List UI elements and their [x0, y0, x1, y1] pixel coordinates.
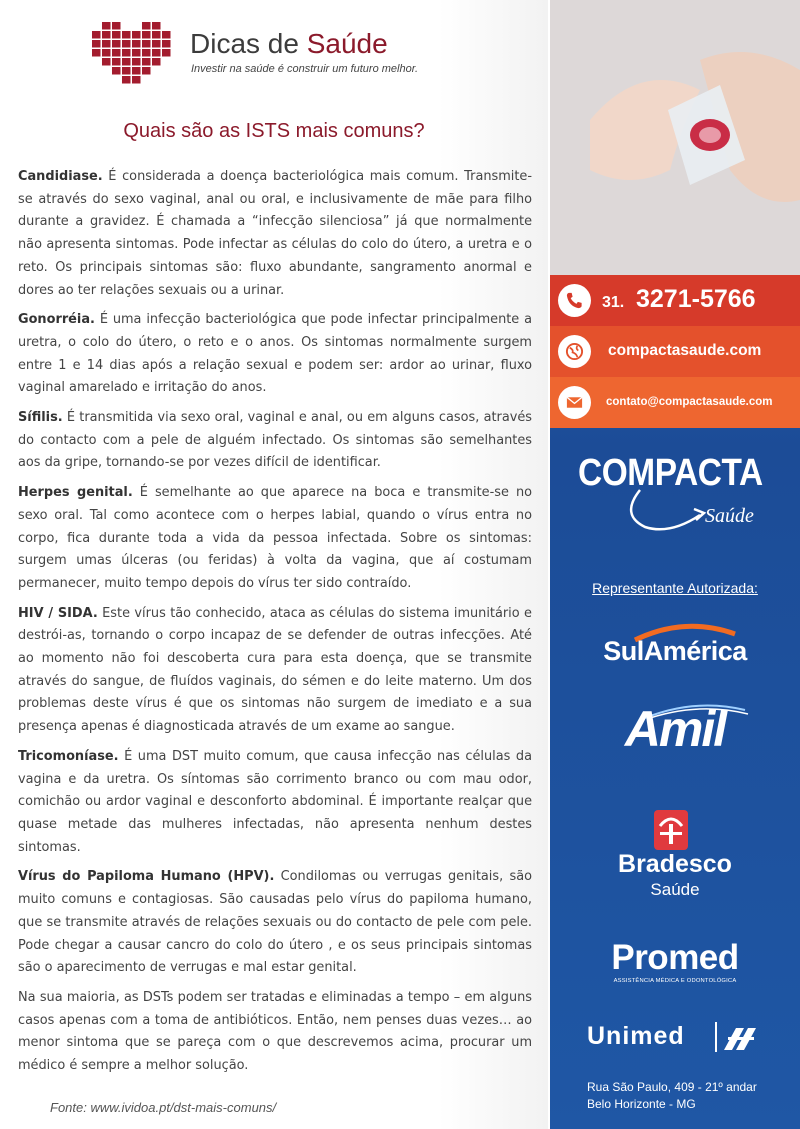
logo-pixel	[142, 31, 151, 39]
heart-pixel-logo	[92, 22, 172, 84]
logo-pixel	[152, 22, 161, 30]
amil-logo: Amil	[624, 701, 726, 757]
logo-pixel	[112, 49, 121, 57]
paragraph-text: É semelhante ao que aparece na boca e transmite-se no sexo oral. Tal como acontece com o herpes labial, quando o vírus entra no corpo, fica durante toda a vida da pessoa infectada. Sobre os sintomas: surgem umas úlceras (ou feridas) à volta da vagina, que aí costumam permanecer, muito tempo depois do vírus ter sido contraído.	[18, 485, 532, 591]
logo-pixel	[132, 49, 141, 57]
paragraph-term: Vírus do Papiloma Humano (HPV).	[18, 869, 275, 885]
article-paragraph	[18, 866, 532, 980]
compacta-logo-text: COMPACTA	[578, 452, 763, 494]
phone-area-code: 31.	[602, 294, 625, 311]
logo-pixel	[112, 40, 121, 48]
logo-pixel	[92, 40, 101, 48]
logo-pixel	[132, 31, 141, 39]
paragraph-term: Tricomoníase.	[18, 748, 119, 764]
bradesco-logo: Bradesco	[618, 850, 732, 878]
logo-pixel	[122, 49, 131, 57]
paragraph-text: É transmitida via sexo oral, vaginal e anal, ou em alguns casos, através do contacto com a pele de alguém infectado. Os sintomas são semelhantes aos da gripe, tornando-se por vezes difícil de identificar.	[18, 410, 532, 471]
logo-pixel	[142, 22, 151, 30]
paragraph-text: É considerada a doença bacteriológica mais comum. Transmite-se através do sexo vaginal, anal ou oral, e inclusivamente de mãe para filho durante a gravidez. É chamada a “infecção silenciosa” já que normalmente não apresenta sintomas. Pode infectar as células do colo do útero, a uretra e o reto. Os principais sintomas são: fluxo abundante, sangramento anormal e dores ao ter relações sexuais ou a urinar.	[18, 169, 532, 298]
article-paragraph	[18, 482, 532, 596]
article-body	[18, 166, 532, 1085]
logo-pixel	[102, 40, 111, 48]
paragraph-term: Herpes genital.	[18, 485, 133, 501]
phone-number[interactable]: 3271-5766	[636, 285, 756, 313]
logo-pixel	[122, 31, 131, 39]
unimed-logo: Unimed	[587, 1022, 685, 1050]
paragraph-text: Este vírus tão conhecido, ataca as células do sistema imunitário e destrói-as, tornando o corpo incapaz de se defender de outras infecções. Até ao momento não foi descoberta cura para esta doença, que se transmite através do sangue, de fluídos vaginais, do sémen e do leite materno. Um dos problemas deste vírus é que os sintomas não surgem de imediato e a sua presença apenas é diagnosticada através de um exame ao sangue.	[18, 605, 532, 735]
logo-pixel	[92, 49, 101, 57]
logo-pixel	[142, 58, 151, 66]
logo-pixel	[92, 31, 101, 39]
paragraph-term: Sífilis.	[18, 410, 63, 426]
logo-pixel	[122, 67, 131, 75]
unimed-divider	[715, 1022, 717, 1052]
paragraph-term: HIV / SIDA.	[18, 605, 98, 621]
brand-name-part1: Dicas de	[190, 28, 307, 59]
hands-condom-photo	[550, 0, 800, 275]
logo-pixel	[142, 67, 151, 75]
logo-pixel	[152, 58, 161, 66]
unimed-symbol-icon	[722, 1024, 758, 1052]
envelope-icon	[558, 386, 591, 419]
phone-icon	[558, 284, 591, 317]
article-title: Quais são as ISTS mais comuns?	[123, 120, 425, 142]
logo-pixel	[122, 76, 131, 84]
logo-pixel	[162, 49, 171, 57]
sulamerica-logo: SulAmérica	[603, 636, 747, 666]
compacta-sub-text: Saúde	[705, 505, 754, 527]
logo-pixel	[152, 49, 161, 57]
email-bar[interactable]	[550, 377, 800, 428]
logo-pixel	[102, 22, 111, 30]
address-line-1: Rua São Paulo, 409 - 21º andar	[587, 1080, 757, 1094]
article-paragraph	[18, 166, 532, 302]
logo-pixel	[162, 40, 171, 48]
logo-pixel	[112, 58, 121, 66]
logo-pixel	[102, 49, 111, 57]
website-link[interactable]: compactasaude.com	[608, 342, 762, 359]
logo-pixel	[152, 40, 161, 48]
article-paragraph	[18, 309, 532, 400]
logo-pixel	[132, 76, 141, 84]
logo-pixel	[112, 67, 121, 75]
logo-pixel	[102, 58, 111, 66]
logo-pixel	[112, 31, 121, 39]
bradesco-sub-text: Saúde	[650, 880, 700, 899]
bradesco-tree-icon	[654, 810, 688, 850]
website-bar[interactable]	[550, 326, 800, 377]
address-line-2: Belo Horizonte - MG	[587, 1097, 696, 1111]
logo-pixel	[142, 40, 151, 48]
logo-pixel	[162, 31, 171, 39]
compacta-swoosh-icon	[620, 485, 710, 535]
article-paragraph	[18, 603, 532, 739]
paragraph-text: É uma DST muito comum, que causa infecção nas células da vagina e da uretra. Os síntomas são corrimento branco ou com mau odor, comichão ou ardor vaginal e desconforto abdominal. É importante realçar que quase metade das mulheres infectadas, não apresenta nenhum destes sintomas.	[18, 748, 532, 855]
paragraph-text: É uma infecção bacteriológica que pode infectar principalmente a uretra, o colo do útero, o reto e o anos. Os sintomas normalmente surgem entre 1 e 14 dias após a relação sexual e podem ser: ardor ao urinar, fluxo vaginal amarelado e irritação do anos.	[18, 312, 532, 396]
globe-icon	[558, 335, 591, 368]
logo-pixel	[142, 49, 151, 57]
promed-sub-text: ASSISTÊNCIA MÉDICA E ODONTOLÓGICA	[613, 978, 737, 984]
sidebar	[550, 0, 800, 1129]
source-credit: Fonte: www.ividoa.pt/dst-mais-comuns/	[50, 1100, 277, 1115]
paragraph-term: Gonorréia.	[18, 312, 95, 328]
logo-pixel	[132, 40, 141, 48]
promed-logo: Promed	[611, 938, 739, 977]
email-link[interactable]: contato@compactasaude.com	[606, 396, 773, 408]
brand-title	[190, 28, 388, 60]
article-paragraph	[18, 407, 532, 475]
logo-pixel	[112, 22, 121, 30]
phone-bar[interactable]	[550, 275, 800, 326]
brand-tagline: Investir na saúde é construir um futuro melhor.	[191, 63, 419, 75]
logo-pixel	[132, 58, 141, 66]
article-conclusion	[18, 987, 532, 1078]
logo-pixel	[102, 31, 111, 39]
paragraph-text: Na sua maioria, as DSTs podem ser tratadas e eliminadas a tempo – em alguns casos apenas com a toma de antibióticos. Então, nem penses duas vezes… ao menor sintoma que se pareça com o que descrevemos acima, procurar um médico é sempre a melhor solução.	[18, 989, 532, 1074]
paragraph-text: Condilomas ou verrugas genitais, são muito comuns e contagiosas. São causadas pelo vírus do papiloma humano, que se transmite através de relações sexuais ou do contacto de pele com pele. Pode chegar a causar cancro do colo do útero , e os seus principais sintomas são o aparecimento de verrugas e mal estar genital.	[18, 869, 532, 976]
logo-pixel	[152, 31, 161, 39]
logo-pixel	[132, 67, 141, 75]
photo-illustration	[550, 0, 800, 275]
brand-name-part2: Saúde	[306, 28, 388, 59]
representative-label: Representante Autorizada:	[592, 580, 758, 596]
article-paragraph	[18, 746, 532, 860]
logo-pixel	[122, 40, 131, 48]
logo-pixel	[122, 58, 131, 66]
paragraph-term: Candidiase.	[18, 169, 103, 184]
